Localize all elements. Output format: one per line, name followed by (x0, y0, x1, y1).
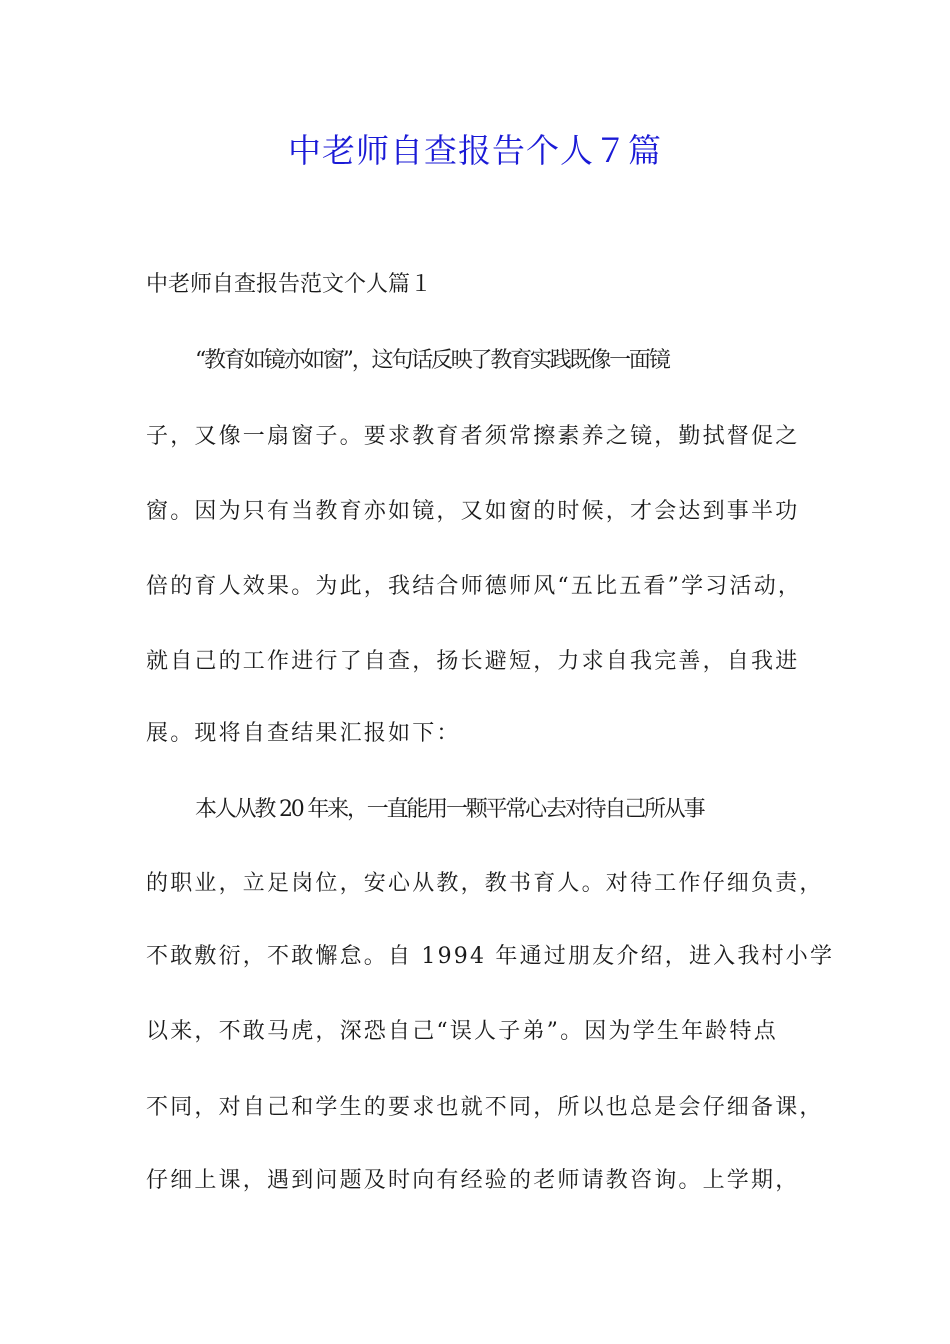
paragraph-line: 子，又像一扇窗子。要求教育者须常擦素养之镜，勤拭督促之 (146, 424, 800, 449)
paragraph-line: 不敢敷衍，不敢懈怠。自 1994 年通过朋友介绍，进入我村小学 (146, 944, 835, 969)
paragraph-line: 就自己的工作进行了自查，扬长避短，力求自我完善，自我进 (146, 649, 800, 674)
paragraph-line: 的职业，立足岗位，安心从教，教书育人。对待工作仔细负责， (146, 871, 824, 896)
paragraph-line: 展。现将自查结果汇报如下： (146, 721, 461, 746)
document-title: 中老师自查报告个人７篇 (288, 131, 662, 170)
paragraph-line: 窗。因为只有当教育亦如镜，又如窗的时候，才会达到事半功 (146, 499, 800, 524)
paragraph-line: “教育如镜亦如窗”，这句话反映了教育实践既像一面镜 (195, 348, 669, 373)
paragraph-line: 以来，不敢马虎，深恐自己“误人子弟”。因为学生年龄特点 (146, 1019, 778, 1044)
paragraph-line: 倍的育人效果。为此，我结合师德师风“五比五看”学习活动， (146, 574, 803, 599)
paragraph-line: 仔细上课，遇到问题及时向有经验的老师请教咨询。上学期， (146, 1168, 800, 1193)
paragraph-line: 本人从教 20 年来，一直能用一颗平常心去对待自己所从事 (195, 797, 704, 822)
paragraph-line: 不同，对自己和学生的要求也就不同，所以也总是会仔细备课， (146, 1095, 824, 1120)
section-heading: 中老师自查报告范文个人篇１ (146, 272, 433, 297)
